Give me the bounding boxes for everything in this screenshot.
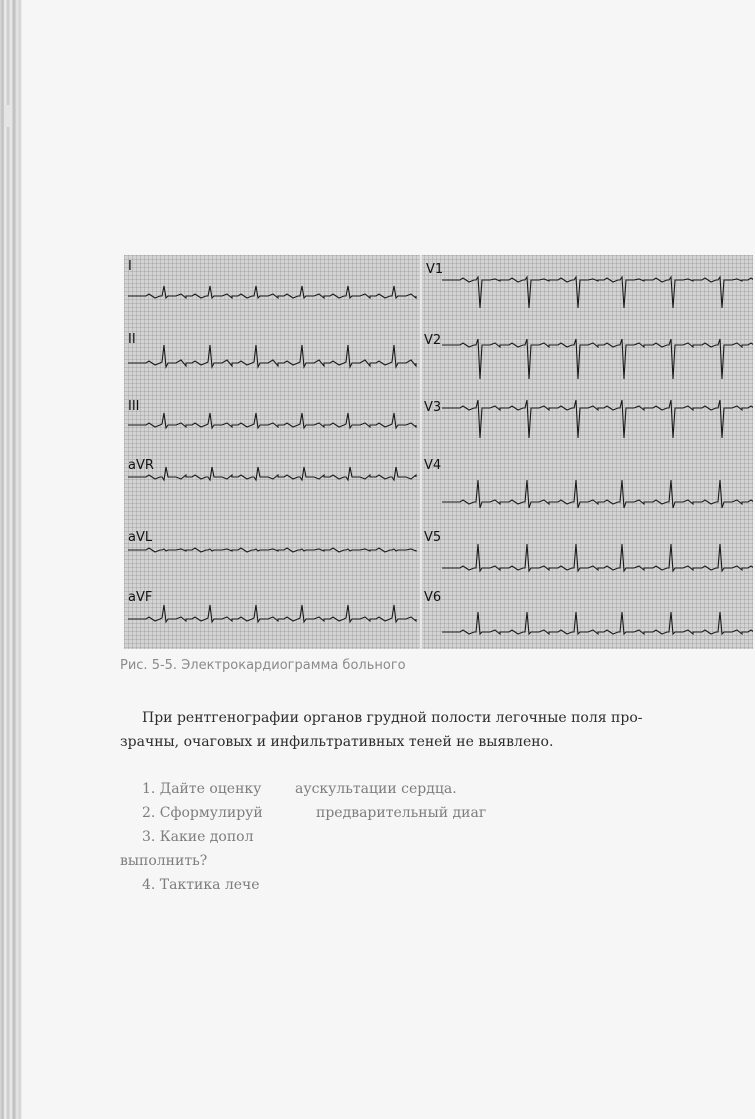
ecg-trace-i — [128, 286, 416, 298]
paragraph-line-2: зрачны, очаговых и инфильтративных теней не выявлено. — [120, 734, 554, 750]
lead-label-avr: aVR — [128, 458, 154, 473]
lead-label-v1: V1 — [426, 262, 444, 277]
lead-label-v5: V5 — [424, 530, 442, 545]
ecg-trace-v4 — [442, 480, 753, 508]
ecg-trace-v3 — [442, 400, 753, 438]
lead-label-v4: V4 — [424, 458, 442, 473]
lead-label-v2: V2 — [424, 333, 442, 348]
figure-caption: Рис. 5-5. Электрокардиограмма больного — [120, 658, 406, 673]
question-2-start: 2. Сформулируй — [142, 805, 263, 821]
lead-label-v3: V3 — [424, 400, 442, 415]
ecg-trace-ii — [128, 345, 416, 367]
question-1-end: аускультации сердца. — [295, 781, 457, 797]
lead-label-avl: aVL — [128, 530, 153, 545]
paragraph-line-1: При рентгенографии органов грудной полости легочные поля про- — [142, 710, 643, 726]
question-4: 4. Тактика лече — [142, 877, 260, 893]
question-2-end: предварительный диаг — [316, 805, 487, 821]
ecg-trace-v2 — [442, 339, 753, 379]
ecg-trace-v5 — [442, 544, 753, 571]
book-spine — [0, 0, 22, 1119]
lead-label-iii: III — [128, 399, 140, 414]
spine-mark — [4, 105, 10, 127]
lead-label-ii: II — [128, 332, 136, 347]
lead-label-v6: V6 — [424, 590, 442, 605]
ecg-trace-v1 — [442, 277, 753, 308]
lead-label-i: I — [128, 259, 132, 274]
question-3-continued: выполнить? — [120, 853, 208, 869]
question-1-start: 1. Дайте оценку — [142, 781, 262, 797]
ecg-trace-avl — [128, 548, 416, 552]
ecg-trace-iii — [128, 413, 416, 428]
show-through-1 — [150, 680, 154, 696]
lead-label-avf: aVF — [128, 590, 153, 605]
ecg-trace-avf — [128, 605, 416, 622]
question-3: 3. Какие допол — [142, 829, 254, 845]
ecg-figure — [124, 255, 753, 649]
ecg-trace-avr — [128, 467, 416, 480]
ecg-trace-v6 — [442, 612, 753, 634]
